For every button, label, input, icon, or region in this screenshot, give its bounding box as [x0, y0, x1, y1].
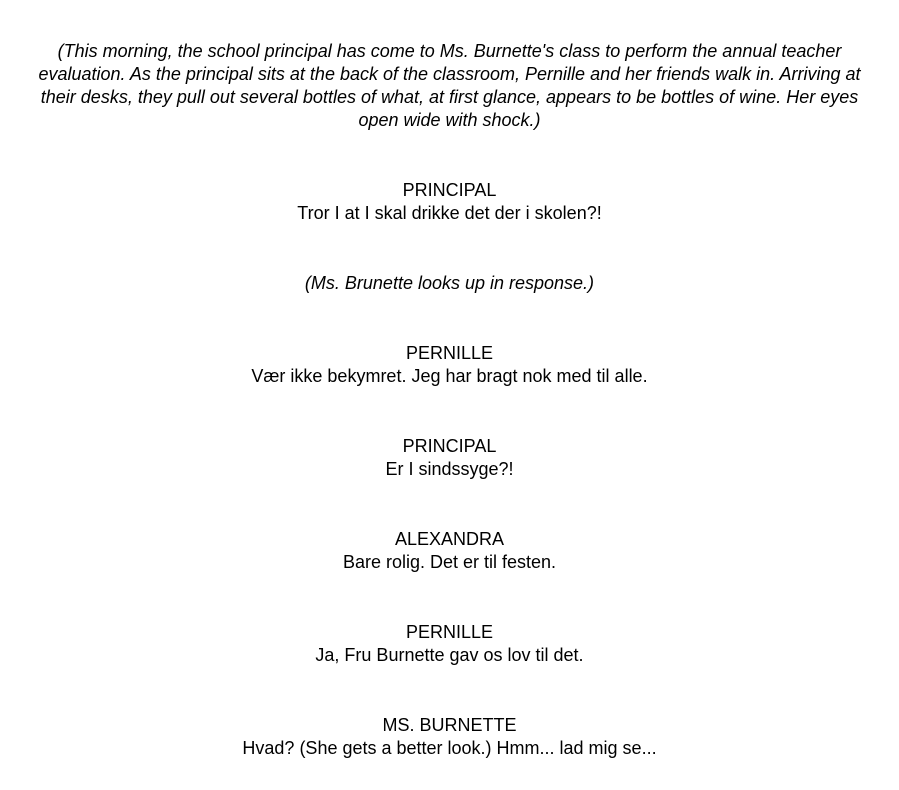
dialogue-block: [14, 714, 885, 760]
stage-direction-line: (Ms. Brunette looks up in response.): [304, 273, 595, 293]
character-name: PRINCIPAL: [402, 180, 497, 200]
character-name: PERNILLE: [405, 343, 494, 363]
stage-direction-block: [14, 272, 885, 295]
stage-direction-line: evaluation. As the principal sits at the back of the classroom, Pernille and her friends walk in. Arriving at: [38, 64, 861, 84]
dialogue-line: Bare rolig. Det er til festen.: [342, 552, 557, 572]
stage-direction-line: (This morning, the school principal has come to Ms. Burnette's class to perform the annual teacher: [57, 41, 842, 61]
character-name: ALEXANDRA: [394, 529, 505, 549]
character-name: PERNILLE: [405, 622, 494, 642]
character-name: PRINCIPAL: [402, 436, 497, 456]
dialogue-block: [14, 342, 885, 388]
stage-direction-line: their desks, they pull out several bottles of what, at first glance, appears to be bottles of wine. Her eyes: [40, 87, 859, 107]
dialogue-line: Er I sindssyge?!: [385, 459, 514, 479]
dialogue-line: Ja, Fru Burnette gav os lov til det.: [315, 645, 584, 665]
stage-direction-line: open wide with shock.): [358, 110, 541, 130]
dialogue-block: [14, 435, 885, 481]
dialogue-line: Tror I at I skal drikke det der i skolen?!: [297, 203, 602, 223]
dialogue-line: Vær ikke bekymret. Jeg har bragt nok med til alle.: [251, 366, 648, 386]
script-content: [14, 40, 885, 760]
stage-direction-block: [14, 40, 885, 132]
dialogue-block: [14, 179, 885, 225]
dialogue-block: [14, 621, 885, 667]
dialogue-block: [14, 528, 885, 574]
dialogue-line: Hvad? (She gets a better look.) Hmm... lad mig se...: [242, 738, 657, 758]
character-name: MS. BURNETTE: [382, 715, 517, 735]
